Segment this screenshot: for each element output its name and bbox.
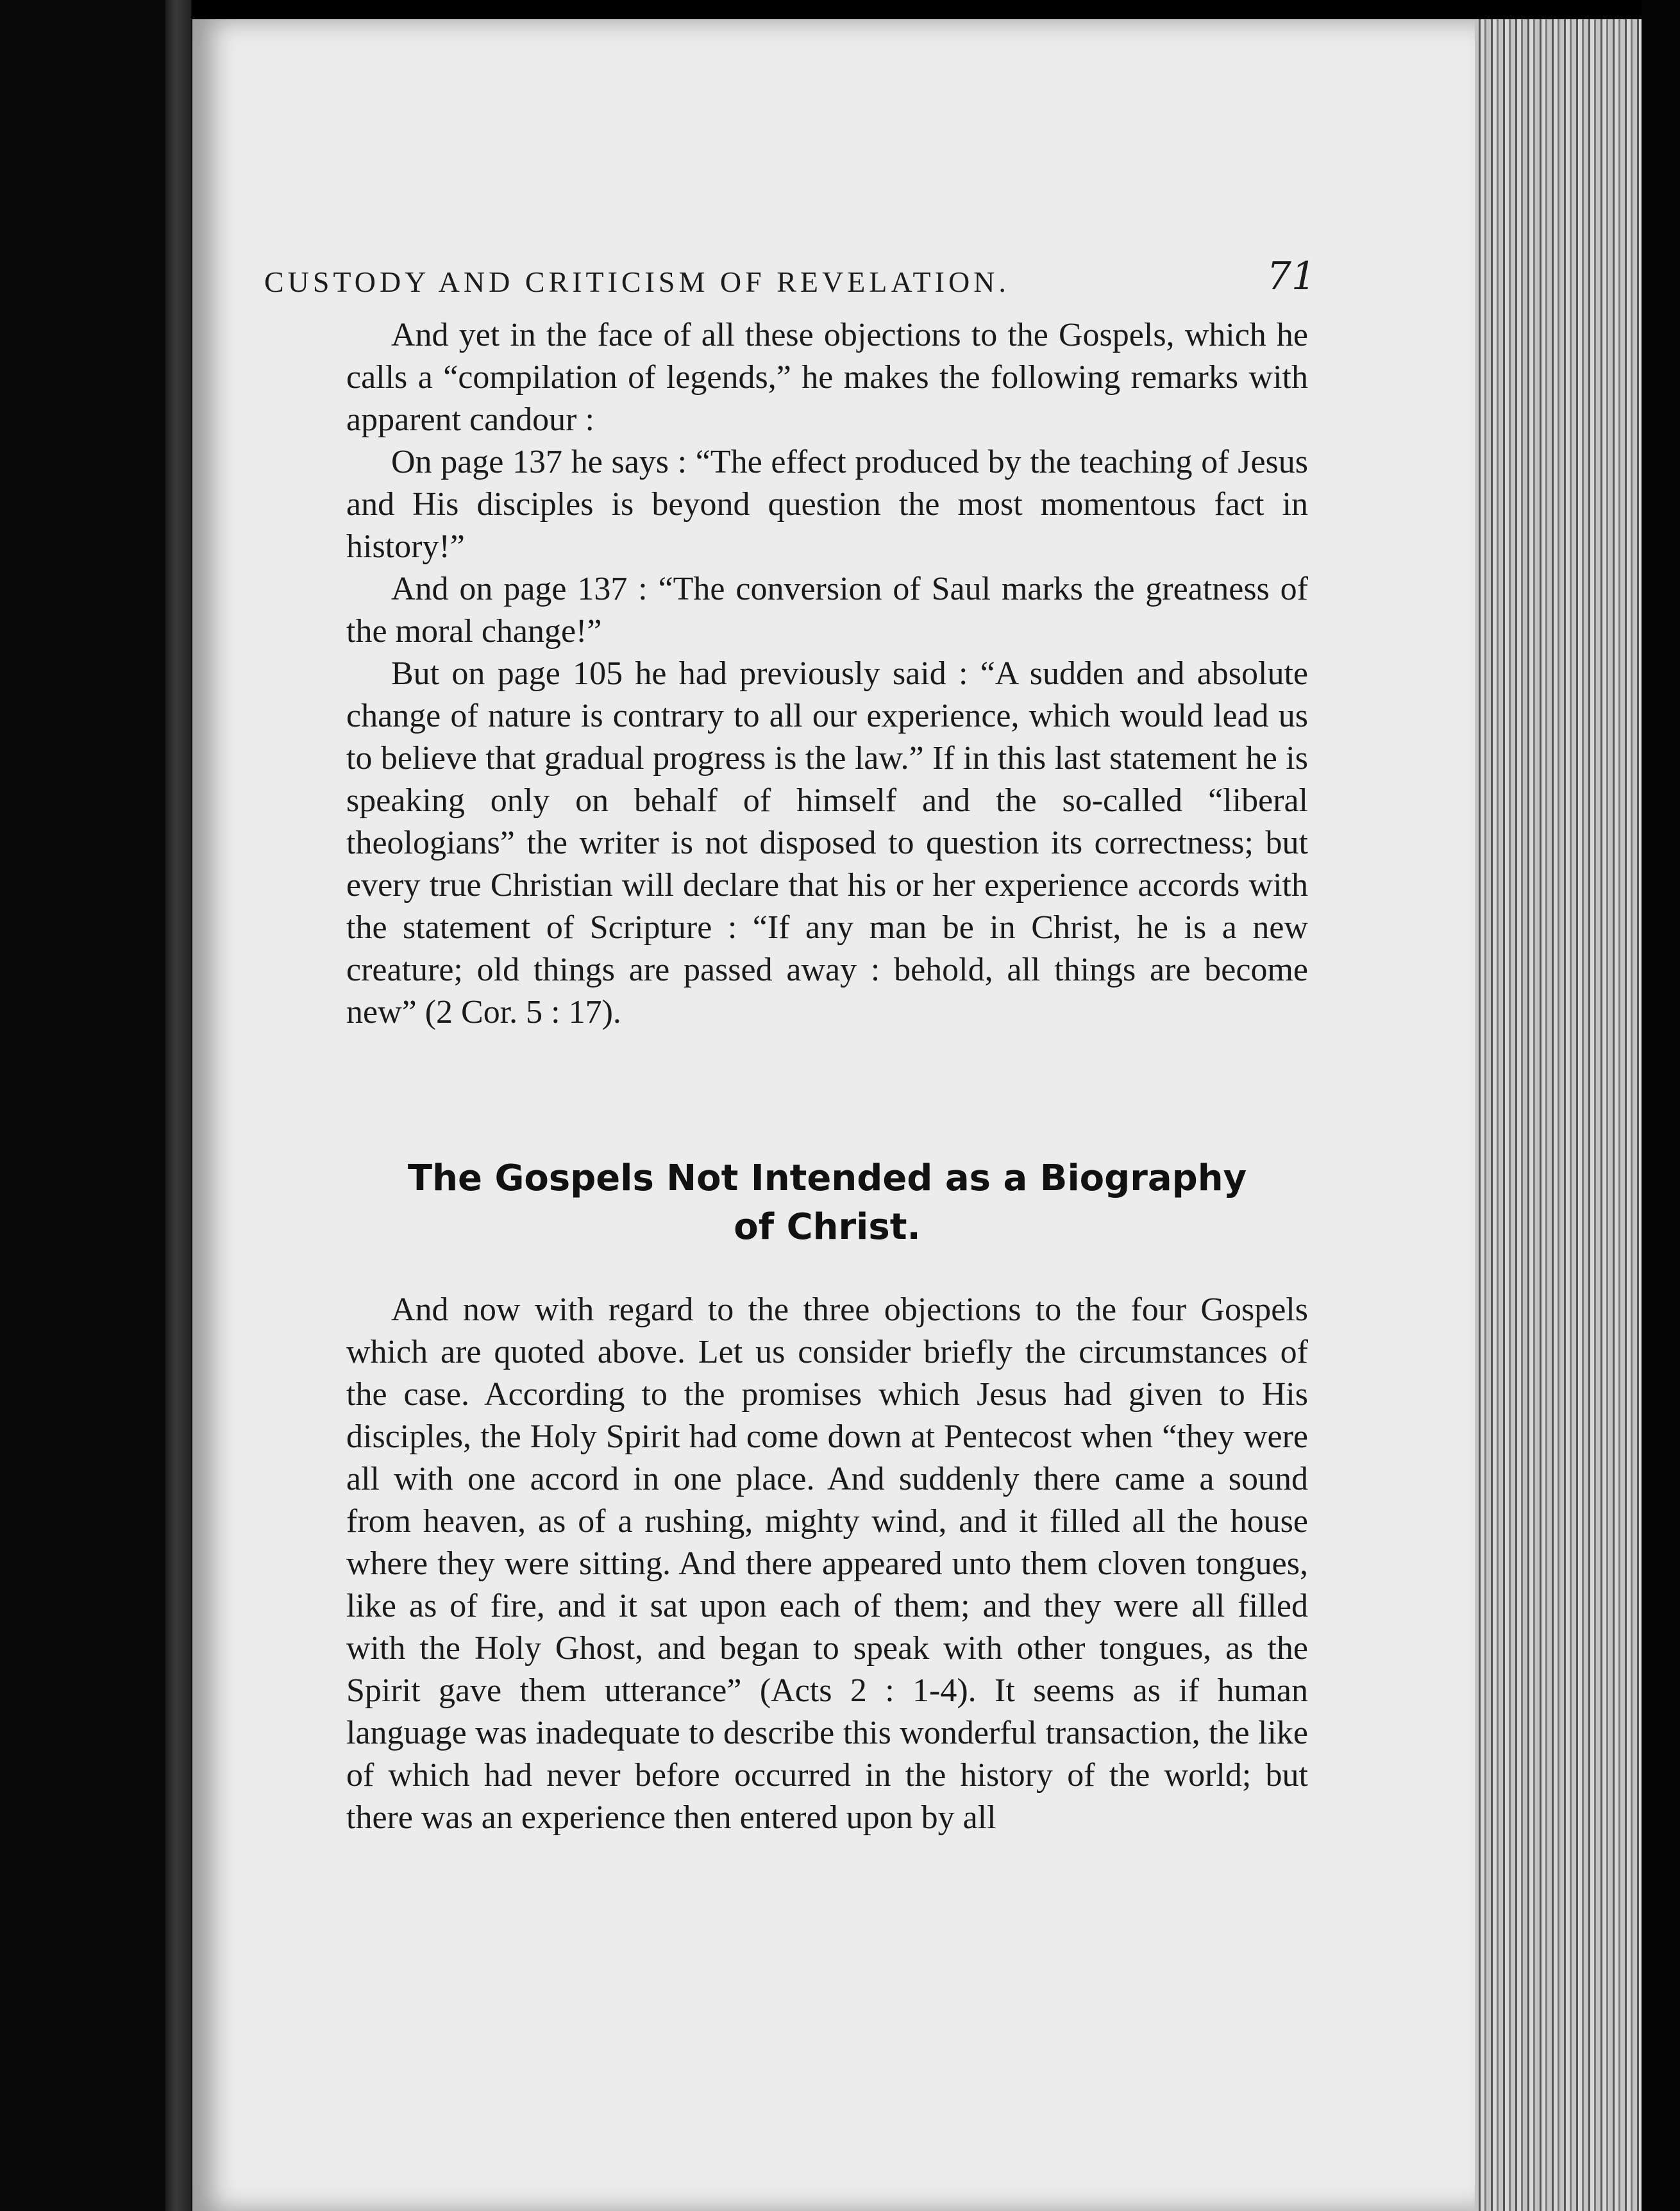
book-binding-edge (165, 0, 191, 2211)
paragraph: And yet in the face of all these objections to the Gospels, which he calls a “compilation of legends,” he makes the following remarks with apparent candour : (346, 317, 1308, 438)
page-number: 71 (1266, 254, 1316, 299)
section-heading (346, 1154, 1308, 1252)
paragraph: And on page 137 : “The conversion of Saul marks the greatness of the moral change!” (346, 571, 1308, 650)
body-text-top (346, 314, 1308, 1034)
section-heading-line-1: The Gospels Not Intended as a Biography (407, 1157, 1247, 1199)
section-heading-line-2: of Christ. (734, 1206, 921, 1248)
paragraph: On page 137 he says : “The effect produced by the teaching of Jesus and His disciples is beyond question the most momentous fact in history!” (346, 444, 1308, 565)
scan-left-margin (0, 0, 192, 2211)
scan-right-margin (1642, 0, 1680, 2211)
running-head-title: CUSTODY AND CRITICISM OF REVELATION. (264, 265, 1010, 298)
paragraph: But on page 105 he had previously said : “A sudden and absolute change of nature is contrary to all our experience, which would lead us to believe that gradual progress is the law.” If in this last statement he is speaking only on behalf of himself and the so-called “liberal theologians” the writer is not disposed to question its correctness; but every true Christian will declare that his or her experience accords with the statement of Scripture : “If any man be in Christ, he is a new creature; old things are passed away : behold, all things are become new” (2 Cor. 5 : 17). (346, 655, 1308, 1030)
paragraph: And now with regard to the three objections to the four Gospels which are quoted above. Let us consider briefly the circumstances of the case. According to the promises which Jesus had given to His disciples, the Holy Spirit had come down at Pentecost when “they were all with one accord in one place. And suddenly there came a sound from heaven, as of a rushing, mighty wind, and it filled all the house where they were sitting. And there appeared unto them cloven tongues, like as of fire, and it sat upon each of them; and they were all filled with the Holy Ghost, and began to speak with other tongues, as the Spirit gave them utterance” (Acts 2 : 1-4). It seems as if human language was inadequate to describe this wonderful transaction, the like of which had never before occurred in the history of the world; but there was an experience then entered upon by all (346, 1291, 1308, 1836)
running-head (264, 228, 1316, 299)
body-text-bottom (346, 1289, 1308, 1839)
